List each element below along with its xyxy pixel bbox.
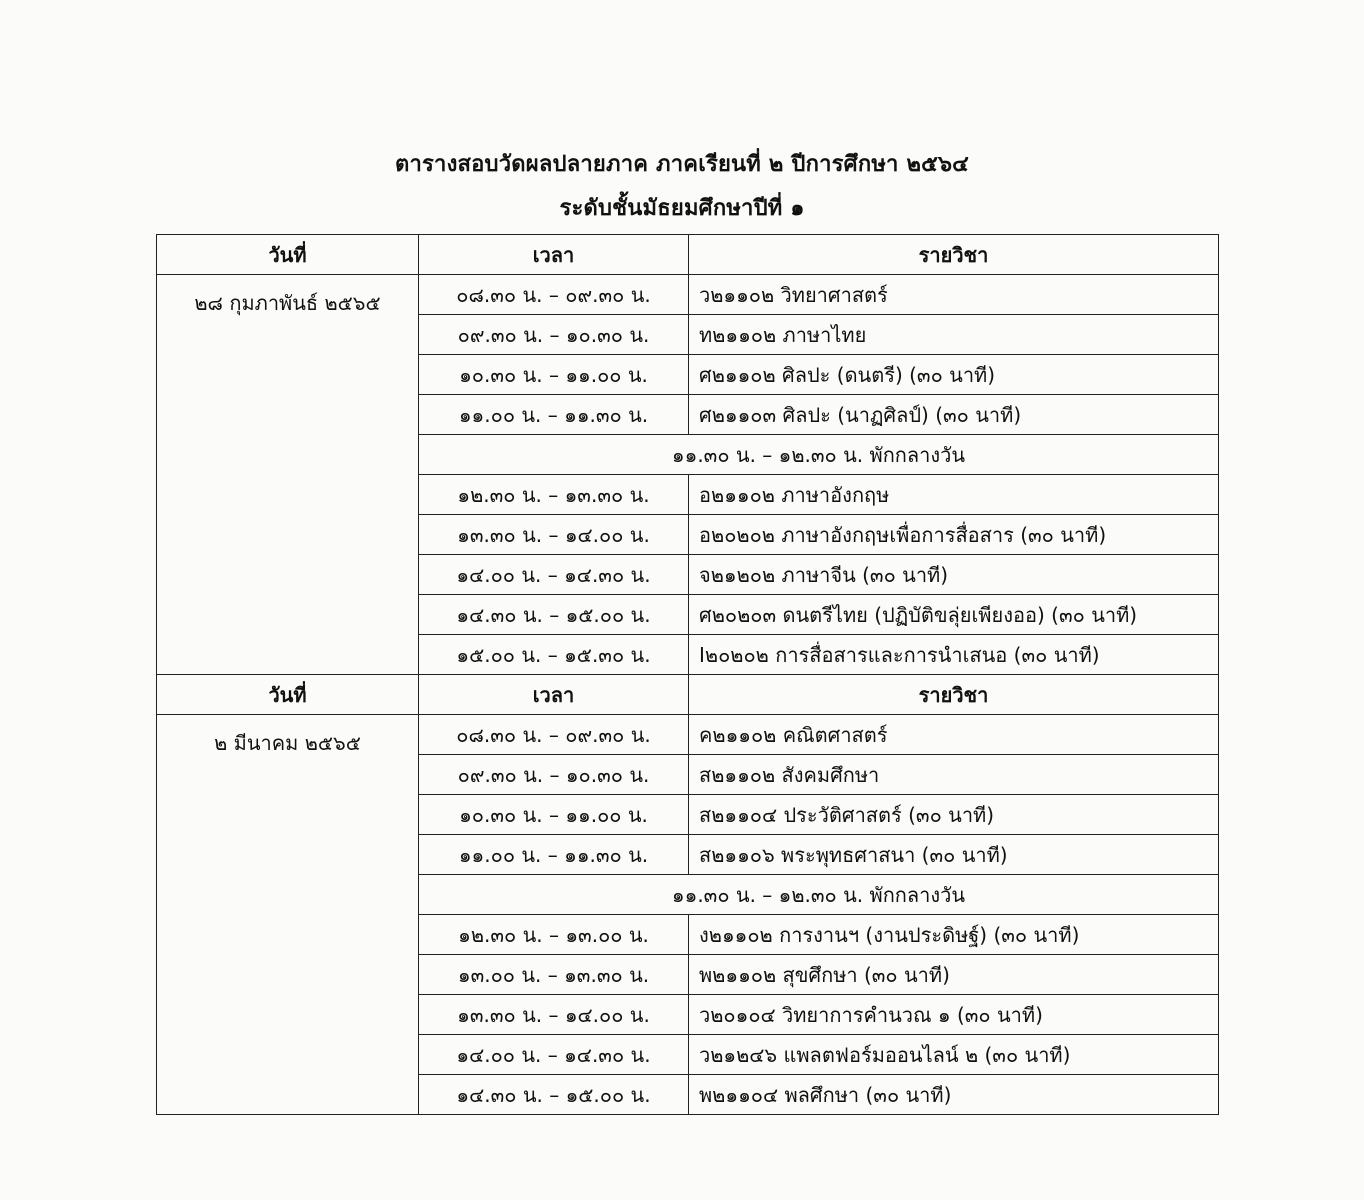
exam-subject: จ๒๑๒๐๒ ภาษาจีน (๓๐ นาที)	[689, 555, 1219, 595]
page-title: ตารางสอบวัดผลปลายภาค ภาคเรียนที่ ๒ ปีการศึกษา ๒๕๖๔	[394, 152, 970, 177]
exam-schedule-table	[156, 234, 1219, 1115]
exam-time: ๑๔.๓๐ น. – ๑๕.๐๐ น.	[419, 595, 689, 635]
exam-time: ๑๔.๓๐ น. – ๑๕.๐๐ น.	[419, 1075, 689, 1115]
header-time: เวลา	[419, 675, 689, 715]
exam-subject: ส๒๑๑๐๒ สังคมศึกษา	[689, 755, 1219, 795]
exam-subject: พ๒๑๑๐๔ พลศึกษา (๓๐ นาที)	[689, 1075, 1219, 1115]
page-subtitle: ระดับชั้นมัธยมศึกษาปีที่ ๑	[559, 196, 805, 221]
exam-time: ๐๙.๓๐ น. – ๑๐.๓๐ น.	[419, 755, 689, 795]
exam-subject: ว๒๐๑๐๔ วิทยาการคำนวณ ๑ (๓๐ นาที)	[689, 995, 1219, 1035]
header-subject: รายวิชา	[689, 675, 1219, 715]
exam-subject: ศ๒๑๑๐๓ ศิลปะ (นาฏศิลป์) (๓๐ นาที)	[689, 395, 1219, 435]
exam-subject: ว๒๑๑๐๒ วิทยาศาสตร์	[689, 275, 1219, 315]
exam-subject: อ๒๑๑๐๒ ภาษาอังกฤษ	[689, 475, 1219, 515]
exam-time: ๑๐.๓๐ น. – ๑๑.๐๐ น.	[419, 355, 689, 395]
exam-time: ๑๔.๐๐ น. – ๑๔.๓๐ น.	[419, 555, 689, 595]
header-time: เวลา	[419, 235, 689, 275]
exam-time: ๑๕.๐๐ น. – ๑๕.๓๐ น.	[419, 635, 689, 675]
exam-time: ๑๓.๐๐ น. – ๑๓.๓๐ น.	[419, 955, 689, 995]
exam-subject: ง๒๑๑๐๒ การงานฯ (งานประดิษฐ์) (๓๐ นาที)	[689, 915, 1219, 955]
exam-date: ๒ มีนาคม ๒๕๖๕	[157, 715, 419, 1115]
exam-subject: ศ๒๑๑๐๒ ศิลปะ (ดนตรี) (๓๐ นาที)	[689, 355, 1219, 395]
exam-subject: ท๒๑๑๐๒ ภาษาไทย	[689, 315, 1219, 355]
exam-subject: ว๒๑๒๔๖ แพลตฟอร์มออนไลน์ ๒ (๓๐ นาที)	[689, 1035, 1219, 1075]
header-date: วันที่	[157, 235, 419, 275]
table-header-row	[157, 235, 1219, 275]
exam-time: ๑๒.๓๐ น. – ๑๓.๐๐ น.	[419, 915, 689, 955]
exam-time: ๑๔.๐๐ น. – ๑๔.๓๐ น.	[419, 1035, 689, 1075]
exam-subject: ศ๒๐๒๐๓ ดนตรีไทย (ปฏิบัติขลุ่ยเพียงออ) (๓๐ นาที)	[689, 595, 1219, 635]
table-header-row	[157, 675, 1219, 715]
exam-subject: I๒๐๒๐๒ การสื่อสารและการนำเสนอ (๓๐ นาที)	[689, 635, 1219, 675]
header-date: วันที่	[157, 675, 419, 715]
exam-time: ๐๘.๓๐ น. – ๐๙.๓๐ น.	[419, 715, 689, 755]
exam-subject: ส๒๑๑๐๔ ประวัติศาสตร์ (๓๐ นาที)	[689, 795, 1219, 835]
exam-time: ๑๓.๓๐ น. – ๑๔.๐๐ น.	[419, 995, 689, 1035]
exam-subject: ค๒๑๑๐๒ คณิตศาสตร์	[689, 715, 1219, 755]
table-row	[157, 715, 1219, 755]
exam-time: ๐๘.๓๐ น. – ๐๙.๓๐ น.	[419, 275, 689, 315]
table-row	[157, 275, 1219, 315]
exam-time: ๐๙.๓๐ น. – ๑๐.๓๐ น.	[419, 315, 689, 355]
header-subject: รายวิชา	[689, 235, 1219, 275]
exam-time: ๑๑.๐๐ น. – ๑๑.๓๐ น.	[419, 835, 689, 875]
exam-subject: ส๒๑๑๐๖ พระพุทธศาสนา (๓๐ นาที)	[689, 835, 1219, 875]
exam-time: ๑๐.๓๐ น. – ๑๑.๐๐ น.	[419, 795, 689, 835]
exam-time: ๑๒.๓๐ น. – ๑๓.๓๐ น.	[419, 475, 689, 515]
exam-date: ๒๘ กุมภาพันธ์ ๒๕๖๕	[157, 275, 419, 675]
lunch-break: ๑๑.๓๐ น. – ๑๒.๓๐ น. พักกลางวัน	[419, 435, 1219, 475]
exam-subject: อ๒๐๒๐๒ ภาษาอังกฤษเพื่อการสื่อสาร (๓๐ นาที)	[689, 515, 1219, 555]
lunch-break: ๑๑.๓๐ น. – ๑๒.๓๐ น. พักกลางวัน	[419, 875, 1219, 915]
exam-time: ๑๓.๓๐ น. – ๑๔.๐๐ น.	[419, 515, 689, 555]
exam-time: ๑๑.๐๐ น. – ๑๑.๓๐ น.	[419, 395, 689, 435]
exam-subject: พ๒๑๑๐๒ สุขศึกษา (๓๐ นาที)	[689, 955, 1219, 995]
